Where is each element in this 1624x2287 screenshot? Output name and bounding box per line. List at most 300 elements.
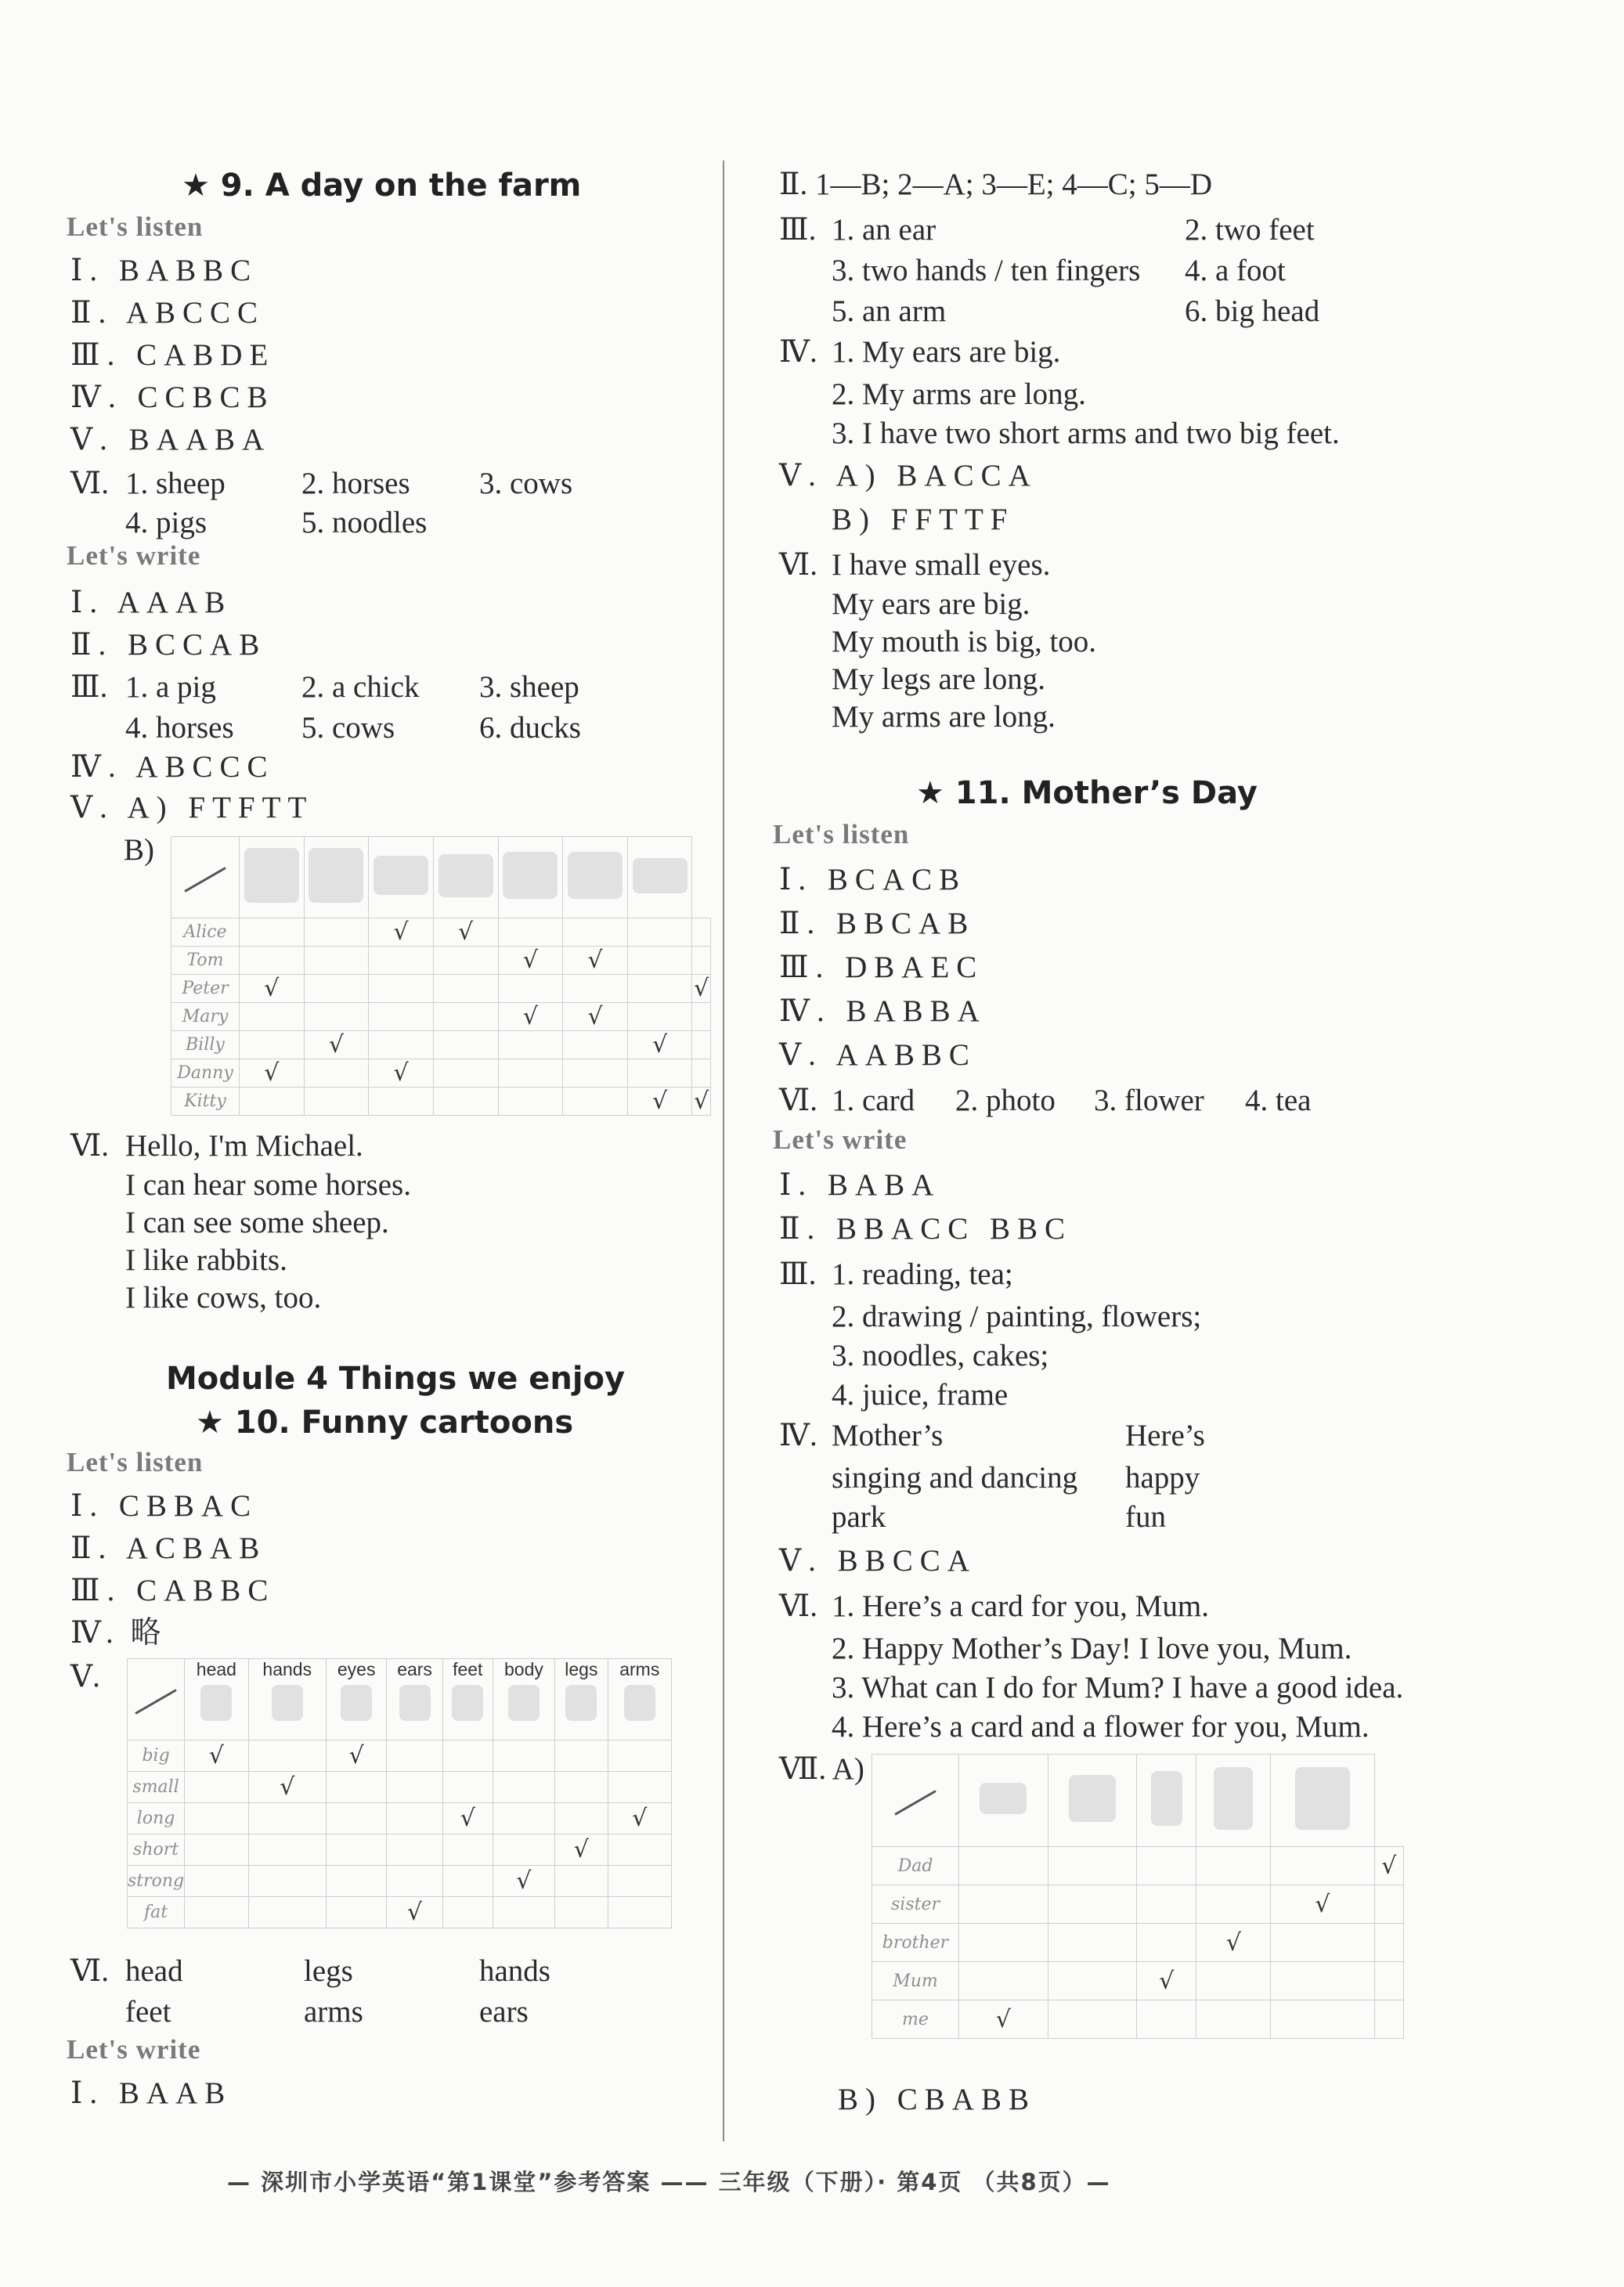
- answer-sentence: My mouth is big, too.: [832, 625, 1097, 658]
- table-row: [128, 1834, 672, 1866]
- answer-line: Ⅶ. A): [779, 1752, 864, 1786]
- empty-cell: [563, 918, 628, 947]
- empty-cell: [248, 1897, 326, 1928]
- empty-cell: [627, 1003, 692, 1031]
- answer-line: Ⅱ. BBCAB: [779, 907, 976, 940]
- check-mark: √: [442, 1803, 493, 1834]
- body-picture: [508, 1685, 540, 1721]
- column-divider: [723, 161, 724, 2141]
- answer-sentence: 1. Here’s a card for you, Mum.: [832, 1589, 1209, 1623]
- empty-cell: [185, 1803, 248, 1834]
- answer-item: 2. horses: [301, 467, 410, 500]
- column-header: [326, 1659, 386, 1741]
- empty-cell: [1048, 1847, 1137, 1885]
- answer-sentence: I like rabbits.: [125, 1243, 287, 1277]
- answer-item: 1. sheep: [125, 467, 226, 500]
- answer-line: Ⅳ. 略: [70, 1616, 166, 1650]
- table-row: [128, 1866, 672, 1897]
- empty-cell: [493, 1897, 554, 1928]
- answer-item: 5. noodles: [301, 506, 428, 539]
- empty-cell: [1196, 1962, 1271, 2000]
- empty-cell: [387, 1803, 442, 1834]
- answer-sentence: 3. I have two short arms and two big feet.: [832, 417, 1340, 450]
- empty-cell: [1048, 1962, 1137, 2000]
- ears-picture: [399, 1685, 431, 1721]
- answer-sentence: 4. juice, frame: [832, 1378, 1009, 1412]
- answer-word: hands: [479, 1954, 550, 1988]
- answer-num: Ⅴ.: [70, 1660, 100, 1694]
- answer-word: fun: [1125, 1500, 1166, 1534]
- answer-line: Ⅱ. ABCCC: [70, 296, 265, 330]
- unit9-title: ★ 9. A day on the farm: [182, 168, 582, 204]
- answer-item: 4. a foot: [1185, 254, 1286, 287]
- empty-cell: [959, 1847, 1048, 1885]
- empty-cell: [433, 1088, 498, 1116]
- table-row: [171, 1003, 711, 1031]
- answer-word: legs: [304, 1954, 353, 1988]
- answer-item: 1. card: [832, 1084, 915, 1117]
- row-label: long: [128, 1803, 185, 1834]
- answer-line: B) FFTTF: [832, 503, 1015, 536]
- answer-line: B) CBABB: [838, 2083, 1036, 2116]
- answer-item: 5. an arm: [832, 294, 947, 328]
- answer-num: Ⅵ.: [779, 1589, 817, 1623]
- table-row: [171, 975, 711, 1003]
- empty-cell: [1048, 1885, 1137, 1924]
- table-row: [171, 918, 711, 947]
- answer-num: Ⅵ.: [779, 1084, 817, 1117]
- check-mark: √: [498, 1003, 563, 1031]
- unit11-title: ★ 11. Mother’s Day: [916, 775, 1258, 811]
- answer-num: Ⅲ.: [70, 670, 108, 704]
- empty-cell: [248, 1834, 326, 1866]
- table-row: [872, 1962, 1404, 2000]
- answer-item: 6. ducks: [479, 711, 581, 745]
- empty-cell: [959, 1885, 1048, 1924]
- answer-num: Ⅲ.: [779, 1257, 817, 1291]
- answer-word: head: [125, 1954, 183, 1988]
- column-header: [185, 1659, 248, 1741]
- mothers-day-table: [872, 1754, 1404, 2039]
- empty-cell: [326, 1803, 386, 1834]
- empty-cell: [248, 1741, 326, 1772]
- answer-item: 3. cows: [479, 467, 573, 500]
- row-label: Danny: [171, 1059, 240, 1088]
- empty-cell: [1048, 1924, 1137, 1962]
- table-header-row: [128, 1659, 672, 1741]
- empty-cell: [692, 918, 711, 947]
- answer-num: Ⅲ.: [779, 213, 817, 247]
- answer-line: Ⅰ. BCACB: [779, 863, 967, 896]
- table-row: [128, 1741, 672, 1772]
- answer-num: Ⅳ.: [779, 335, 817, 369]
- table-row: [872, 2000, 1404, 2039]
- check-mark: √: [369, 918, 434, 947]
- answer-sentence: 1. My ears are big.: [832, 335, 1061, 369]
- answer-line: Ⅴ. BAABA: [70, 423, 272, 456]
- lets-listen-heading: Let's listen: [773, 819, 910, 850]
- answer-line: Ⅴ. A) FTFTT: [70, 791, 314, 824]
- empty-cell: [369, 1088, 434, 1116]
- table-row: [872, 1885, 1404, 1924]
- answer-item: 4. horses: [125, 711, 234, 745]
- empty-cell: [240, 1088, 305, 1116]
- empty-cell: [185, 1897, 248, 1928]
- empty-cell: [442, 1866, 493, 1897]
- answer-line: Ⅱ. 1—B; 2—A; 3—E; 4—C; 5—D: [779, 168, 1213, 201]
- lets-listen-heading: Let's listen: [67, 211, 204, 242]
- empty-cell: [240, 1003, 305, 1031]
- empty-cell: [1374, 1885, 1404, 1924]
- empty-cell: [1374, 2000, 1404, 2039]
- answer-sentence: Hello, I'm Michael.: [125, 1129, 363, 1163]
- empty-cell: [608, 1834, 671, 1866]
- answer-item: 2. a chick: [301, 670, 420, 704]
- empty-cell: [1374, 1962, 1404, 2000]
- check-mark: √: [326, 1741, 386, 1772]
- answer-sentence: 2. drawing / painting, flowers;: [832, 1300, 1202, 1333]
- empty-cell: [608, 1741, 671, 1772]
- empty-cell: [248, 1866, 326, 1897]
- row-label: brother: [872, 1924, 959, 1962]
- table-header-row: [872, 1755, 1404, 1847]
- answer-label: B): [124, 833, 154, 867]
- answer-line: Ⅰ. BAAB: [70, 2076, 233, 2110]
- check-mark: √: [692, 1088, 711, 1116]
- answer-num: Ⅵ.: [70, 1129, 109, 1163]
- empty-cell: [1271, 1924, 1374, 1962]
- check-mark: √: [555, 1834, 608, 1866]
- answer-line: Ⅱ. BCCAB: [70, 628, 267, 662]
- empty-cell: [1137, 1847, 1196, 1885]
- empty-cell: [563, 1031, 628, 1059]
- answer-sentence: 4. Here’s a card and a flower for you, Mum.: [832, 1710, 1370, 1744]
- empty-cell: [555, 1803, 608, 1834]
- empty-cell: [627, 918, 692, 947]
- row-label: Billy: [171, 1031, 240, 1059]
- empty-cell: [959, 1962, 1048, 2000]
- empty-cell: [433, 947, 498, 975]
- answer-line: Ⅲ. CABBC: [70, 1574, 276, 1607]
- empty-cell: [493, 1741, 554, 1772]
- answer-sentence: 2. Happy Mother’s Day! I love you, Mum.: [832, 1632, 1352, 1665]
- empty-cell: [959, 1924, 1048, 1962]
- answer-item: 5. cows: [301, 711, 395, 745]
- answer-sentence: I can hear some horses.: [125, 1168, 411, 1202]
- answer-item: 3. sheep: [479, 670, 579, 704]
- empty-cell: [369, 975, 434, 1003]
- answer-sentence: My ears are big.: [832, 587, 1030, 621]
- answer-line: Ⅱ. BBACC BBC: [779, 1212, 1073, 1246]
- check-mark: √: [369, 1059, 434, 1088]
- empty-cell: [1374, 1924, 1404, 1962]
- empty-cell: [555, 1741, 608, 1772]
- answer-line: Ⅲ. DBAEC: [779, 951, 984, 984]
- empty-cell: [498, 918, 563, 947]
- column-header: [555, 1659, 608, 1741]
- answer-sentence: My legs are long.: [832, 662, 1045, 696]
- answer-line: Ⅴ. BBCCA: [779, 1544, 976, 1578]
- empty-cell: [563, 1088, 628, 1116]
- answer-item: 3. flower: [1094, 1084, 1204, 1117]
- table-row: [128, 1803, 672, 1834]
- row-label: me: [872, 2000, 959, 2039]
- answer-item: 1. an ear: [832, 213, 937, 247]
- empty-cell: [692, 947, 711, 975]
- lets-write-heading: Let's write: [67, 2034, 201, 2065]
- empty-cell: [387, 1741, 442, 1772]
- empty-cell: [493, 1772, 554, 1803]
- answer-sentence: 3. noodles, cakes;: [832, 1339, 1049, 1373]
- empty-cell: [555, 1897, 608, 1928]
- cake-picture: [1271, 1755, 1374, 1847]
- row-label: Tom: [171, 947, 240, 975]
- answer-sentence: My arms are long.: [832, 700, 1056, 734]
- empty-cell: [493, 1803, 554, 1834]
- empty-cell: [185, 1834, 248, 1866]
- row-label: fat: [128, 1897, 185, 1928]
- column-header: [248, 1659, 326, 1741]
- answer-line: Ⅳ. CCBCB: [70, 381, 275, 414]
- unit10-title: ★ 10. Funny cartoons: [196, 1405, 574, 1441]
- horses-picture: [369, 837, 434, 918]
- empty-cell: [1048, 2000, 1137, 2039]
- answer-item: 2. two feet: [1185, 213, 1315, 247]
- answer-item: 4. pigs: [125, 506, 208, 539]
- empty-cell: [1137, 1885, 1196, 1924]
- feet-picture: [452, 1685, 483, 1721]
- answer-num: Ⅳ.: [779, 1419, 817, 1452]
- empty-cell: [555, 1866, 608, 1897]
- row-label: sister: [872, 1885, 959, 1924]
- empty-cell: [248, 1803, 326, 1834]
- empty-cell: [1137, 1924, 1196, 1962]
- check-mark: √: [959, 2000, 1048, 2039]
- page-footer: — 深圳市小学英语“第1课堂”参考答案 —— 三年级（下册）· 第4页 （共8页）—: [227, 2169, 1111, 2195]
- empty-cell: [493, 1834, 554, 1866]
- check-mark: √: [627, 1031, 692, 1059]
- check-mark: √: [387, 1897, 442, 1928]
- module4-title: Module 4 Things we enjoy: [166, 1361, 626, 1397]
- check-mark: √: [627, 1088, 692, 1116]
- empty-cell: [692, 1059, 711, 1088]
- answer-word: feet: [125, 1995, 171, 2029]
- empty-cell: [185, 1866, 248, 1897]
- column-header: [493, 1659, 554, 1741]
- answer-line: Ⅳ. BABBA: [779, 994, 987, 1028]
- pencil-icon: [872, 1755, 959, 1847]
- row-label: Mum: [872, 1962, 959, 2000]
- row-label: Dad: [872, 1847, 959, 1885]
- answer-word: arms: [304, 1995, 363, 2029]
- answer-sentence: I have small eyes.: [832, 548, 1051, 582]
- empty-cell: [442, 1741, 493, 1772]
- pencil-icon: [171, 837, 240, 918]
- answer-sentence: 3. What can I do for Mum? I have a good idea.: [832, 1671, 1404, 1704]
- empty-cell: [326, 1834, 386, 1866]
- check-mark: √: [608, 1803, 671, 1834]
- row-label: Alice: [171, 918, 240, 947]
- empty-cell: [304, 1003, 369, 1031]
- empty-cell: [304, 918, 369, 947]
- empty-cell: [692, 1003, 711, 1031]
- empty-cell: [563, 975, 628, 1003]
- answer-line: Ⅰ. BABA: [779, 1168, 941, 1202]
- empty-cell: [627, 947, 692, 975]
- answer-item: 3. two hands / ten fingers: [832, 254, 1141, 287]
- empty-cell: [1196, 1885, 1271, 1924]
- column-header-label: feet: [453, 1659, 483, 1679]
- empty-cell: [433, 1059, 498, 1088]
- row-label: Peter: [171, 975, 240, 1003]
- table-header-row: [171, 837, 711, 918]
- table-row: [128, 1772, 672, 1803]
- answer-line: Ⅴ. AABBC: [779, 1038, 976, 1072]
- body-parts-table: [127, 1658, 672, 1928]
- empty-cell: [498, 1088, 563, 1116]
- check-mark: √: [563, 1003, 628, 1031]
- empty-cell: [369, 1003, 434, 1031]
- column-header-label: hands: [262, 1659, 312, 1679]
- check-mark: √: [185, 1741, 248, 1772]
- answer-line: Ⅰ. BABBC: [70, 254, 258, 287]
- column-header: [442, 1659, 493, 1741]
- lions-picture: [498, 837, 563, 918]
- check-mark: √: [1137, 1962, 1196, 2000]
- empty-cell: [498, 1059, 563, 1088]
- answer-sentence: I like cows, too.: [125, 1281, 322, 1315]
- legs-picture: [565, 1685, 597, 1721]
- row-label: strong: [128, 1866, 185, 1897]
- empty-cell: [442, 1897, 493, 1928]
- row-label: big: [128, 1741, 185, 1772]
- column-header-label: ears: [397, 1659, 432, 1679]
- empty-cell: [1196, 1847, 1271, 1885]
- column-header: [608, 1659, 671, 1741]
- check-mark: √: [1196, 1924, 1271, 1962]
- empty-cell: [304, 975, 369, 1003]
- juice-picture: [1137, 1755, 1196, 1847]
- answer-item: 6. big head: [1185, 294, 1320, 328]
- empty-cell: [369, 1031, 434, 1059]
- check-mark: √: [304, 1031, 369, 1059]
- column-header-label: legs: [565, 1659, 598, 1679]
- answer-word: singing and dancing: [832, 1461, 1078, 1495]
- check-mark: √: [240, 975, 305, 1003]
- noodles-picture: [1048, 1755, 1137, 1847]
- column-header: [387, 1659, 442, 1741]
- empty-cell: [326, 1897, 386, 1928]
- table-row: [171, 947, 711, 975]
- empty-cell: [442, 1834, 493, 1866]
- table-row: [872, 1924, 1404, 1962]
- column-header-label: arms: [619, 1659, 660, 1679]
- tea-picture: [959, 1755, 1048, 1847]
- check-mark: √: [493, 1866, 554, 1897]
- lets-write-heading: Let's write: [67, 540, 201, 571]
- arms-picture: [624, 1685, 655, 1721]
- answer-line: Ⅴ. A) BACCA: [779, 459, 1038, 492]
- table-row: [171, 1088, 711, 1116]
- empty-cell: [608, 1772, 671, 1803]
- column-header-label: body: [504, 1659, 543, 1679]
- sheep-picture: [627, 837, 692, 918]
- check-mark: √: [692, 975, 711, 1003]
- answer-num: Ⅵ.: [70, 467, 109, 500]
- empty-cell: [387, 1772, 442, 1803]
- table-row: [171, 1031, 711, 1059]
- empty-cell: [369, 947, 434, 975]
- empty-cell: [185, 1772, 248, 1803]
- empty-cell: [240, 918, 305, 947]
- answer-line: Ⅳ. ABCCC: [70, 750, 275, 784]
- farm-animals-table: [171, 836, 711, 1116]
- check-mark: √: [248, 1772, 326, 1803]
- empty-cell: [387, 1866, 442, 1897]
- empty-cell: [627, 1059, 692, 1088]
- answer-sentence: I can see some sheep.: [125, 1206, 389, 1239]
- answer-word: ears: [479, 1995, 529, 2029]
- check-mark: √: [498, 947, 563, 975]
- empty-cell: [1137, 2000, 1196, 2039]
- hands-picture: [272, 1685, 303, 1721]
- answer-line: Ⅱ. ACBAB: [70, 1531, 267, 1565]
- column-header-label: head: [196, 1659, 236, 1679]
- empty-cell: [1271, 1847, 1374, 1885]
- lets-write-heading: Let's write: [773, 1124, 908, 1155]
- cows-picture: [433, 837, 498, 918]
- row-label: small: [128, 1772, 185, 1803]
- empty-cell: [240, 947, 305, 975]
- empty-cell: [433, 1031, 498, 1059]
- empty-cell: [608, 1897, 671, 1928]
- empty-cell: [304, 1059, 369, 1088]
- empty-cell: [387, 1834, 442, 1866]
- answer-word: park: [832, 1500, 886, 1534]
- check-mark: √: [563, 947, 628, 975]
- empty-cell: [498, 1031, 563, 1059]
- rabbits-picture: [240, 837, 305, 918]
- answer-line: Ⅰ. AAAB: [70, 586, 233, 619]
- table-row: [872, 1847, 1404, 1885]
- answer-line: Ⅲ. CABDE: [70, 338, 276, 372]
- answer-word: Mother’s: [832, 1419, 944, 1452]
- row-label: Mary: [171, 1003, 240, 1031]
- empty-cell: [304, 947, 369, 975]
- answer-sentence: 2. My arms are long.: [832, 377, 1086, 411]
- empty-cell: [304, 1088, 369, 1116]
- answer-line: Ⅰ. CBBAC: [70, 1489, 258, 1523]
- empty-cell: [563, 1059, 628, 1088]
- empty-cell: [1271, 2000, 1374, 2039]
- answer-item: 1. a pig: [125, 670, 216, 704]
- eyes-picture: [341, 1685, 372, 1721]
- empty-cell: [1271, 1962, 1374, 2000]
- empty-cell: [326, 1866, 386, 1897]
- empty-cell: [1196, 2000, 1271, 2039]
- row-label: Kitty: [171, 1088, 240, 1116]
- answer-item: 2. photo: [955, 1084, 1056, 1117]
- empty-cell: [240, 1031, 305, 1059]
- lets-listen-heading: Let's listen: [67, 1447, 204, 1477]
- pencil-icon: [128, 1659, 185, 1741]
- flower-picture: [1196, 1755, 1271, 1847]
- check-mark: √: [1374, 1847, 1404, 1885]
- farm-picture: [563, 837, 628, 918]
- check-mark: √: [1271, 1885, 1374, 1924]
- empty-cell: [326, 1772, 386, 1803]
- head-picture: [200, 1685, 232, 1721]
